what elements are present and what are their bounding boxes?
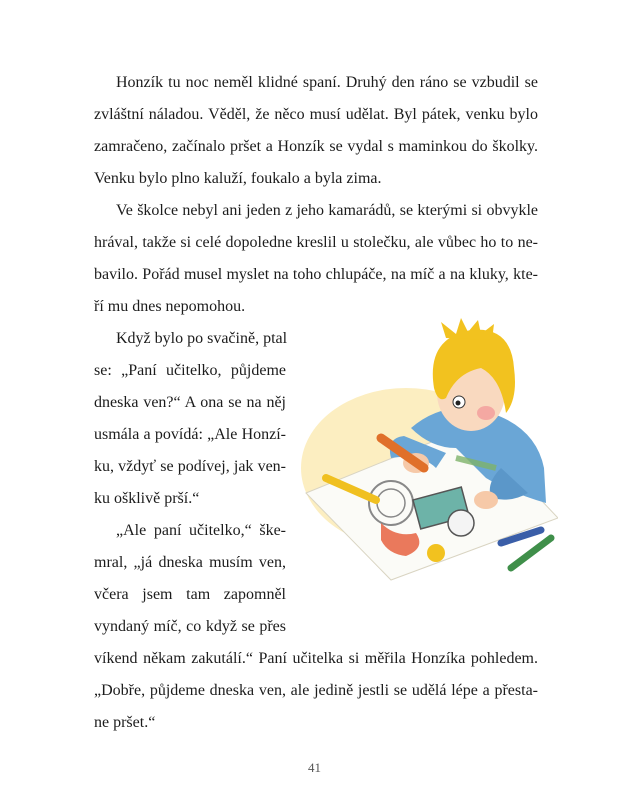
text-line: dneska ven?“ A ona se na něj — [94, 394, 286, 411]
text-line: ku, vždyť se podívej, jak ven- — [94, 458, 286, 475]
text-line: ne pršet.“ — [94, 714, 156, 731]
page-number: 41 — [308, 760, 321, 775]
text-line: ku ošklivě prší.“ — [94, 490, 200, 507]
text-line: usmála a povídá: „Ale Honzí- — [94, 426, 286, 443]
text-line: bavilo. Pořád musel myslet na toho chlupáče, na míč a na kluky, kte- — [94, 266, 538, 283]
text-line: hrával, takže si celé dopoledne kreslil u stolečku, ale vůbec ho to ne- — [94, 234, 538, 251]
text-line: Ve školce nebyl ani jeden z jeho kamarádů, se kterými si obvykle — [116, 202, 538, 219]
text-line: ří mu dnes nepomohou. — [94, 298, 246, 315]
text-line: mral, „já dneska musím ven, — [94, 554, 286, 571]
text-line: Venku bylo plno kaluží, foukalo a byla zima. — [94, 170, 382, 187]
text-line: včera jsem tam zapomněl — [94, 586, 286, 603]
text-line: „Ale paní učitelko,“ ške- — [116, 522, 286, 539]
text-line: zamračeno, začínalo pršet a Honzík se vydal s maminkou do školky. — [94, 138, 538, 155]
text-line: Honzík tu noc neměl klidné spaní. Druhý den ráno se vzbudil se — [116, 74, 538, 91]
text-line: „Dobře, půjdeme dneska ven, ale jedině jestli se udělá lépe a přesta- — [94, 682, 538, 699]
text-line: Když bylo po svačině, ptal — [116, 330, 288, 347]
text-line: vyndaný míč, co když se přes — [94, 618, 286, 635]
text-line: víkend někam zakutálí.“ Paní učitelka si měřila Honzíka pohledem. — [94, 650, 538, 667]
text-line: zvláštní náladou. Věděl, že něco musí udělat. Byl pátek, venku bylo — [94, 106, 538, 123]
illustration-boy-drawing — [296, 318, 558, 590]
text-line: se: „Paní učitelko, půjdeme — [94, 362, 286, 379]
